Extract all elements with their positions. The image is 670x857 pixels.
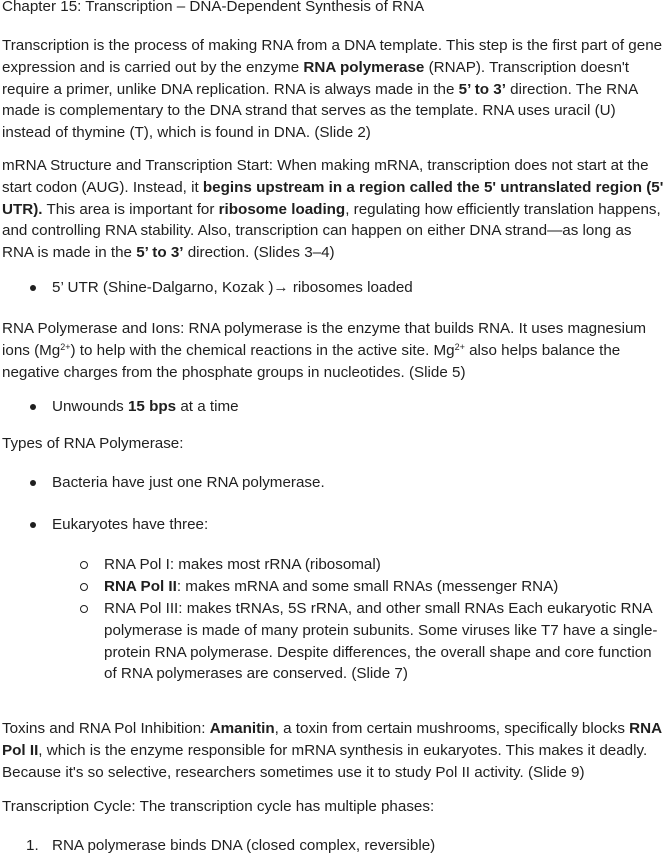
bullet-bacteria: Bacteria have just one RNA polymerase. — [52, 472, 666, 494]
bullet-dot — [30, 285, 36, 291]
sub-bullet-pol-1: RNA Pol I: makes most rRNA (ribosomal) — [104, 554, 666, 576]
bullet-dot — [30, 480, 36, 486]
paragraph-rna-polymerase-ions: RNA Polymerase and Ions: RNA polymerase is the enzyme that builds RNA. It uses magnesium ions $(Mg^{2+})$ to help with the chemical reactions in the active site. $Mg^{2+}$ also helps balance the negative charges from the phosphate groups in nucleotides. (Slide 5) — [2, 320, 647, 381]
bullet-utr: 5’ UTR (Shine-Dalgarno, Kozak )→ ribosomes loaded — [52, 277, 666, 299]
numbered-item-1: 1. RNA polymerase binds DNA (closed complex, reversible) — [26, 837, 436, 854]
hollow-bullet — [80, 583, 88, 591]
paragraph-mrna-structure: mRNA Structure and Transcription Start: When making mRNA, transcription does not start at the start codon (AUG). Instead, it begins upstream in a region called the 5' untranslated region (5' UTR). This area is important for ribosome loading, regulating how efficiently translation happens, and controlling RNA stability. Also, transcription can happen on either DNA strand—as long as RNA is made in the 5’ to 3’ direction. (Slides 3–4) — [2, 157, 664, 262]
paragraph-transcription-cycle: Transcription Cycle: The transcription cycle has multiple phases: — [2, 798, 435, 815]
chapter-title: Chapter 15: Transcription – DNA-Dependent Synthesis of RNA — [2, 0, 425, 15]
bullet-eukaryotes: Eukaryotes have three: — [52, 514, 666, 536]
paragraph-transcription-intro: Transcription is the process of making RNA from a DNA template. This step is the first part of gene expression and is carried out by the enzyme RNA polymerase (RNAP). Transcription doesn't require a primer, unlike DNA replication. RNA is always made in the 5’ to 3’ direction. The RNA made is complementary to the DNA strand that serves as the template. RNA uses uracil (U) instead of thymine (T), which is found in DNA. (Slide 2) — [2, 37, 663, 142]
hollow-bullet — [80, 605, 88, 613]
sub-bullet-pol-3: RNA Pol III: makes tRNAs, 5S rRNA, and other small RNAs Each eukaryotic RNA polymerase is made of many protein subunits. Some viruses like T7 have a single-protein RNA polymerase. Despite differences, the overall shape and core function of RNA polymerases are conserved. (Slide 7) — [104, 598, 666, 685]
hollow-bullet — [80, 561, 88, 569]
paragraph-types-heading: Types of RNA Polymerase: — [2, 435, 184, 452]
sub-bullet-pol-2: RNA Pol II: makes mRNA and some small RNAs (messenger RNA) — [104, 576, 666, 598]
paragraph-toxins: Toxins and RNA Pol Inhibition: Amanitin, a toxin from certain mushrooms, specifically blocks RNA Pol II, which is the enzyme responsible for mRNA synthesis in eukaryotes. This makes it deadly. Because it's so selective, researchers sometimes use it to study Pol II activity. (Slide 9) — [2, 720, 662, 781]
bullet-dot — [30, 404, 36, 410]
bullet-dot — [30, 522, 36, 528]
bullet-unwounds: Unwounds 15 bps at a time — [52, 396, 666, 418]
